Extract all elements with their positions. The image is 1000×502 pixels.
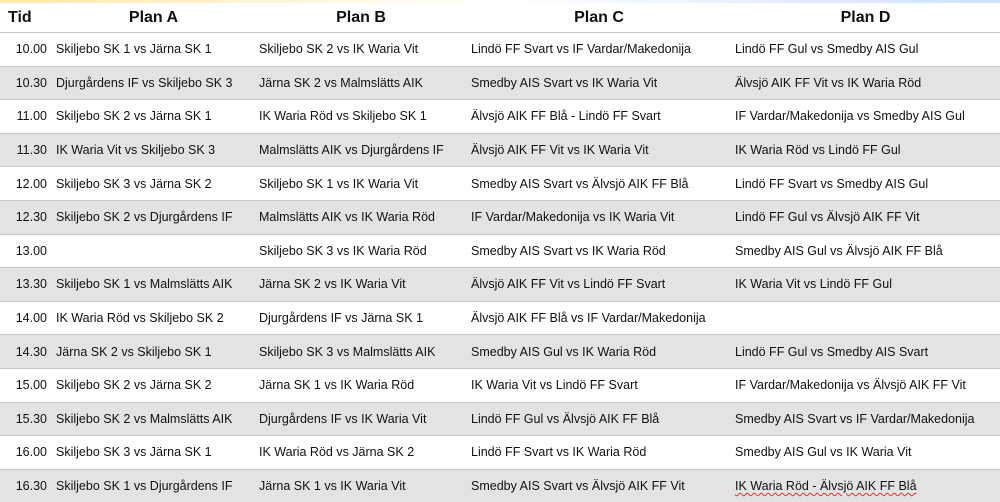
plan-b-match: Järna SK 1 vs IK Waria Vit: [255, 469, 467, 502]
plan-b-match: Järna SK 2 vs IK Waria Vit: [255, 268, 467, 302]
table-row: [0, 402, 1000, 436]
plan-d-match: Smedby AIS Gul vs IK Waria Vit: [731, 436, 1000, 470]
plan-c-match: Älvsjö AIK FF Blå - Lindö FF Svart: [467, 100, 731, 134]
plan-a-match: IK Waria Vit vs Skiljebo SK 3: [52, 133, 255, 167]
plan-a-match: Djurgårdens IF vs Skiljebo SK 3: [52, 66, 255, 100]
plan-a-match: Järna SK 2 vs Skiljebo SK 1: [52, 335, 255, 369]
header-time: Tid: [0, 3, 52, 33]
plan-d-match: IF Vardar/Makedonija vs Smedby AIS Gul: [731, 100, 1000, 134]
header-row: [0, 3, 1000, 33]
header-plan-d: Plan D: [731, 3, 1000, 33]
table-row: [0, 133, 1000, 167]
plan-b-match: Djurgårdens IF vs Järna SK 1: [255, 301, 467, 335]
table-row: [0, 268, 1000, 302]
table-row: [0, 335, 1000, 369]
plan-a-match: Skiljebo SK 2 vs Järna SK 1: [52, 100, 255, 134]
time-cell: 11.30: [0, 133, 52, 167]
plan-d-match: [731, 301, 1000, 335]
plan-d-match: Älvsjö AIK FF Vit vs IK Waria Röd: [731, 66, 1000, 100]
plan-b-match: IK Waria Röd vs Skiljebo SK 1: [255, 100, 467, 134]
plan-b-match: Järna SK 2 vs Malmslätts AIK: [255, 66, 467, 100]
plan-d-match: IK Waria Vit vs Lindö FF Gul: [731, 268, 1000, 302]
plan-d-match: Smedby AIS Gul vs Älvsjö AIK FF Blå: [731, 234, 1000, 268]
plan-c-match: Lindö FF Svart vs IF Vardar/Makedonija: [467, 33, 731, 67]
time-cell: 15.30: [0, 402, 52, 436]
plan-d-match: Lindö FF Svart vs Smedby AIS Gul: [731, 167, 1000, 201]
plan-b-match: Djurgårdens IF vs IK Waria Vit: [255, 402, 467, 436]
plan-a-match: Skiljebo SK 1 vs Järna SK 1: [52, 33, 255, 67]
plan-c-match: Älvsjö AIK FF Vit vs IK Waria Vit: [467, 133, 731, 167]
table-row: [0, 100, 1000, 134]
header-plan-a: Plan A: [52, 3, 255, 33]
table-row: [0, 301, 1000, 335]
time-cell: 16.30: [0, 469, 52, 502]
time-cell: 14.30: [0, 335, 52, 369]
plan-a-match: Skiljebo SK 3 vs Järna SK 1: [52, 436, 255, 470]
header-plan-b: Plan B: [255, 3, 467, 33]
plan-b-match: Skiljebo SK 3 vs Malmslätts AIK: [255, 335, 467, 369]
plan-c-match: Smedby AIS Svart vs IK Waria Vit: [467, 66, 731, 100]
plan-a-match: Skiljebo SK 2 vs Malmslätts AIK: [52, 402, 255, 436]
table-row: [0, 66, 1000, 100]
plan-c-match: Älvsjö AIK FF Blå vs IF Vardar/Makedonija: [467, 301, 731, 335]
table-row: [0, 368, 1000, 402]
plan-c-match: Smedby AIS Svart vs IK Waria Röd: [467, 234, 731, 268]
plan-d-match: Smedby AIS Svart vs IF Vardar/Makedonija: [731, 402, 1000, 436]
header-plan-c: Plan C: [467, 3, 731, 33]
time-cell: 10.30: [0, 66, 52, 100]
plan-a-match: Skiljebo SK 1 vs Malmslätts AIK: [52, 268, 255, 302]
plan-d-match: IF Vardar/Makedonija vs Älvsjö AIK FF Vit: [731, 368, 1000, 402]
plan-c-match: IK Waria Vit vs Lindö FF Svart: [467, 368, 731, 402]
plan-d-match: IK Waria Röd - Älvsjö AIK FF Blå: [731, 469, 1000, 502]
time-cell: 12.00: [0, 167, 52, 201]
plan-b-match: Skiljebo SK 1 vs IK Waria Vit: [255, 167, 467, 201]
table-row: [0, 234, 1000, 268]
plan-c-match: Älvsjö AIK FF Vit vs Lindö FF Svart: [467, 268, 731, 302]
plan-b-match: Malmslätts AIK vs Djurgårdens IF: [255, 133, 467, 167]
plan-c-match: Smedby AIS Svart vs Älvsjö AIK FF Vit: [467, 469, 731, 502]
time-cell: 10.00: [0, 33, 52, 67]
plan-a-match: Skiljebo SK 2 vs Järna SK 2: [52, 368, 255, 402]
plan-d-match: Lindö FF Gul vs Smedby AIS Gul: [731, 33, 1000, 67]
plan-c-match: Lindö FF Gul vs Älvsjö AIK FF Blå: [467, 402, 731, 436]
table-row: [0, 436, 1000, 470]
plan-d-match: Lindö FF Gul vs Älvsjö AIK FF Vit: [731, 200, 1000, 234]
time-cell: 13.30: [0, 268, 52, 302]
plan-b-match: Malmslätts AIK vs IK Waria Röd: [255, 200, 467, 234]
plan-a-match: [52, 234, 255, 268]
table-row: [0, 167, 1000, 201]
plan-c-match: Smedby AIS Svart vs Älvsjö AIK FF Blå: [467, 167, 731, 201]
time-cell: 14.00: [0, 301, 52, 335]
time-cell: 15.00: [0, 368, 52, 402]
table-row: [0, 200, 1000, 234]
plan-b-match: Skiljebo SK 3 vs IK Waria Röd: [255, 234, 467, 268]
table-row: [0, 469, 1000, 502]
plan-a-match: Skiljebo SK 1 vs Djurgårdens IF: [52, 469, 255, 502]
plan-c-match: IF Vardar/Makedonija vs IK Waria Vit: [467, 200, 731, 234]
time-cell: 16.00: [0, 436, 52, 470]
time-cell: 12.30: [0, 200, 52, 234]
time-cell: 13.00: [0, 234, 52, 268]
plan-a-match: IK Waria Röd vs Skiljebo SK 2: [52, 301, 255, 335]
schedule-body: [0, 33, 1000, 502]
plan-d-match: IK Waria Röd vs Lindö FF Gul: [731, 133, 1000, 167]
table-row: [0, 33, 1000, 67]
plan-b-match: IK Waria Röd vs Järna SK 2: [255, 436, 467, 470]
plan-d-match: Lindö FF Gul vs Smedby AIS Svart: [731, 335, 1000, 369]
plan-b-match: Skiljebo SK 2 vs IK Waria Vit: [255, 33, 467, 67]
plan-a-match: Skiljebo SK 2 vs Djurgårdens IF: [52, 200, 255, 234]
time-cell: 11.00: [0, 100, 52, 134]
plan-b-match: Järna SK 1 vs IK Waria Röd: [255, 368, 467, 402]
plan-c-match: Smedby AIS Gul vs IK Waria Röd: [467, 335, 731, 369]
plan-c-match: Lindö FF Svart vs IK Waria Röd: [467, 436, 731, 470]
schedule-table: [0, 3, 1000, 502]
plan-a-match: Skiljebo SK 3 vs Järna SK 2: [52, 167, 255, 201]
